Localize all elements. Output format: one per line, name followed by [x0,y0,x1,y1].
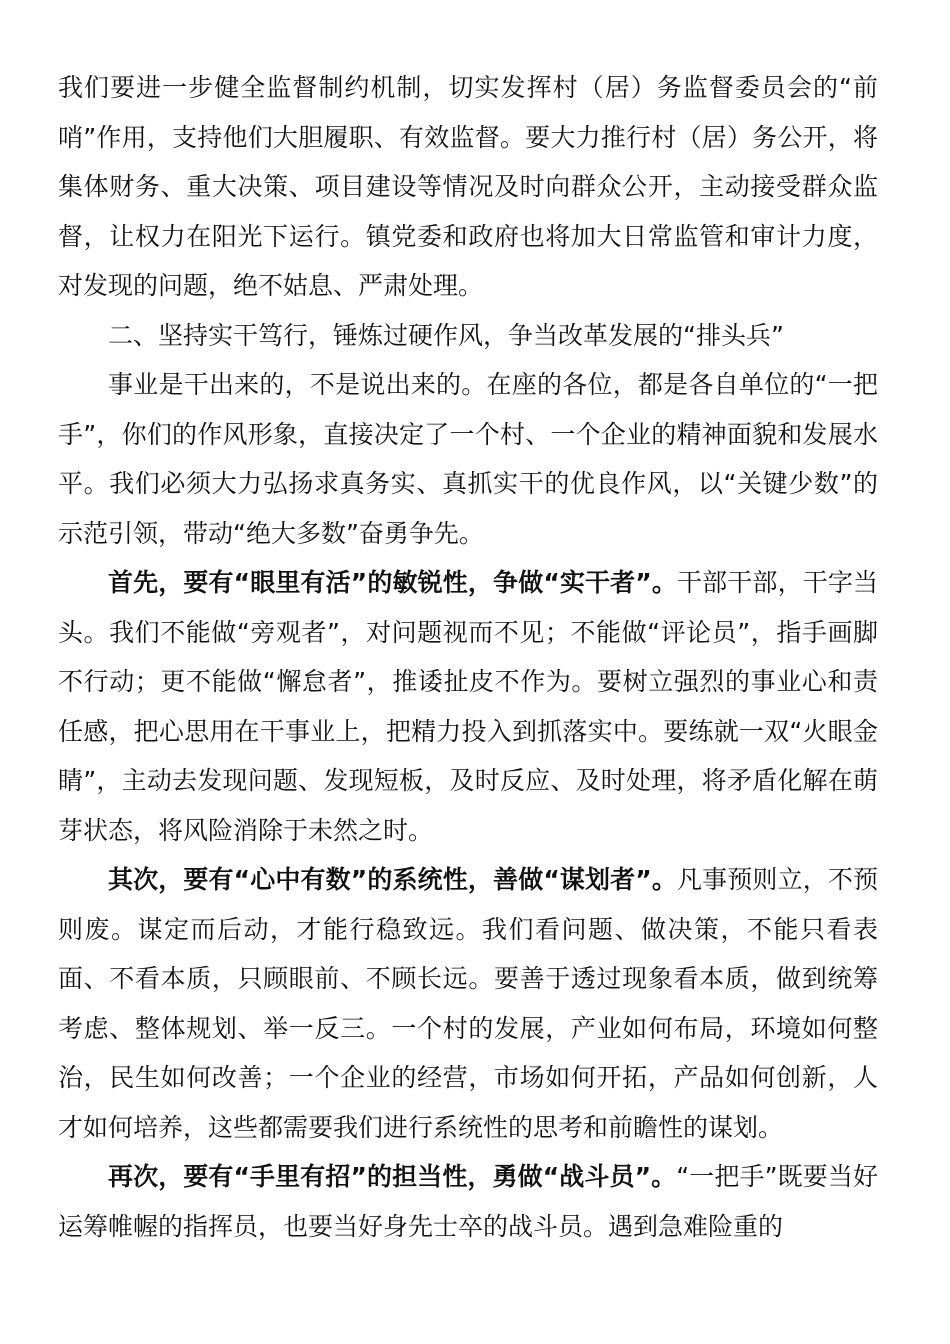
section-heading [58,311,878,361]
paragraph-text: 事业是干出来的，不是说出来的。在座的各位，都是各自单位的“一把手”，你们的作风形象，直接决定了一个村、一个企业的精神面貌和发展水平。我们必须大力弘扬求真务实、真抓实干的优良作风，以“关键少数”的示范引领，带动“绝大多数”奋勇争先。 [58,370,878,548]
paragraph-second [58,855,878,1152]
paragraph-lead: 再次，要有“手里有招”的担当性，勇做“战斗员”。 [108,1162,677,1191]
paragraph-intro [58,360,878,558]
section-heading-text: 二、坚持实干笃行，锤炼过硬作风，争当改革发展的“排头兵” [108,320,784,350]
document-body [58,63,878,1251]
paragraph-text: 凡事预则立，不预则废。谋定而后动，才能行稳致远。我们看问题、做决策，不能只看表面、不看本质，只顾眼前、不顾长远。要善于透过现象看本质，做到统筹考虑、整体规划、举一反三。一个村的发展，产业如何布局，环境如何整治，民生如何改善；一个企业的经营，市场如何开拓，产品如何创新，人才如何培养，这些都需要我们进行系统性的思考和前瞻性的谋划。 [58,865,878,1142]
paragraph-third [58,1152,878,1251]
paragraph-lead: 其次，要有“心中有数”的系统性，善做“谋划者”。 [108,865,678,894]
paragraph-supervision [58,63,878,311]
paragraph-first [58,558,878,855]
paragraph-lead: 首先，要有“眼里有活”的敏锐性，争做“实干者”。 [108,568,678,597]
paragraph-text: “一把手”既要当好运筹帷幄的指挥员，也要当好身先士卒的战斗员。遇到急难险重的 [58,1162,878,1241]
paragraph-text: 我们要进一步健全监督制约机制，切实发挥村（居）务监督委员会的“前哨”作用，支持他们大胆履职、有效监督。要大力推行村（居）务公开，将集体财务、重大决策、项目建设等情况及时向群众公开，主动接受群众监督，让权力在阳光下运行。镇党委和政府也将加大日常监管和审计力度，对发现的问题，绝不姑息、严肃处理。 [58,73,878,300]
paragraph-text: 干部干部，干字当头。我们不能做“旁观者”，对问题视而不见；不能做“评论员”，指手画脚不行动；更不能做“懈怠者”，推诿扯皮不作为。要树立强烈的事业心和责任感，把心思用在干事业上，把精力投入到抓落实中。要练就一双“火眼金睛”，主动去发现问题、发现短板，及时反应、及时处理，将矛盾化解在萌芽状态，将风险消除于未然之时。 [58,568,878,845]
